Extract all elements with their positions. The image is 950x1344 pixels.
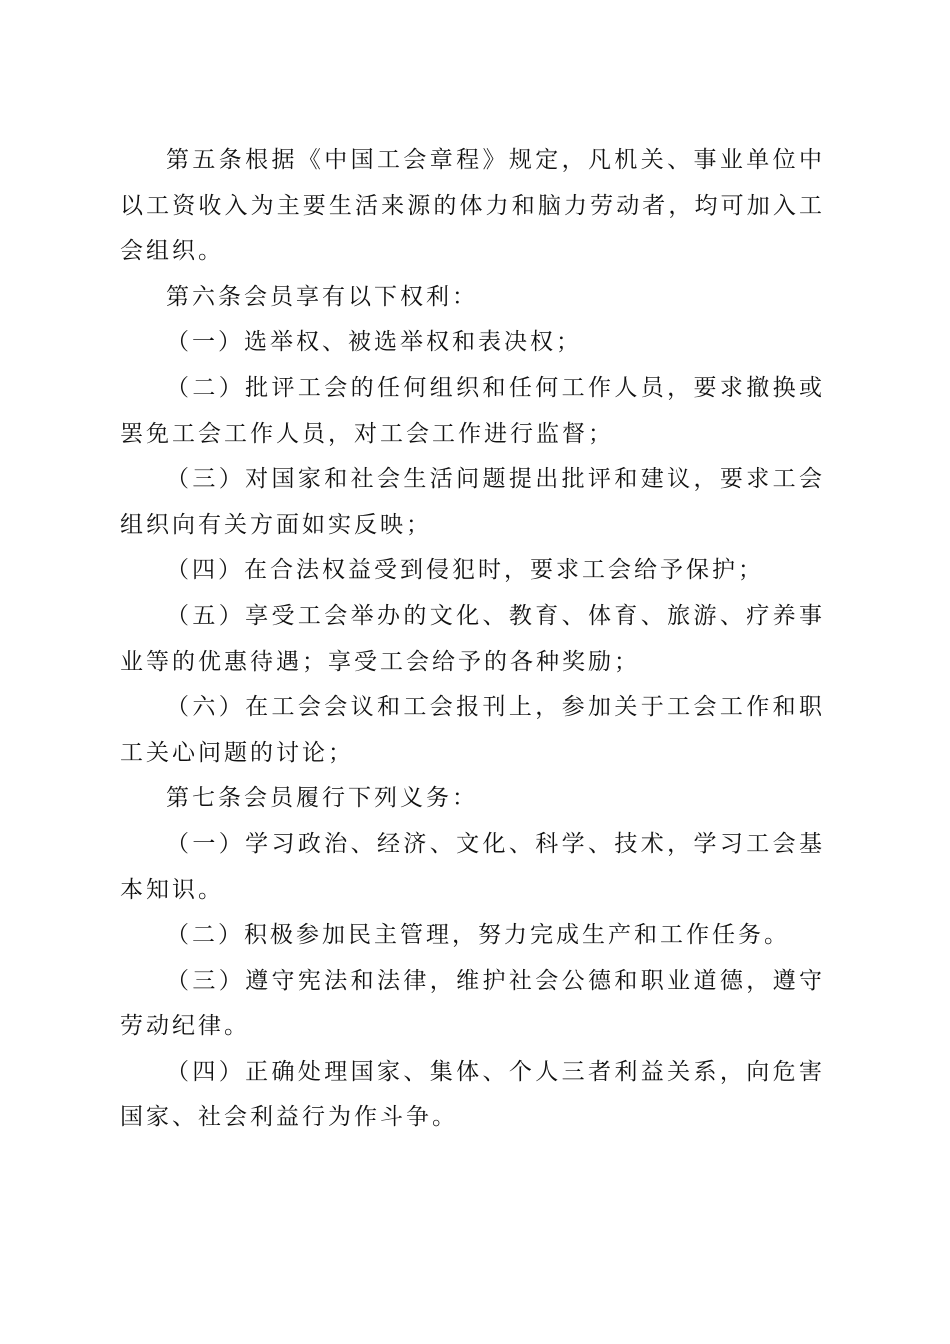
article-6-heading: 第六条会员享有以下权利： bbox=[166, 283, 478, 310]
article-6-item-1: （一）选举权、被选举权和表决权； bbox=[166, 329, 582, 356]
article-6-item-6: （六）在工会会议和工会报刊上，参加关于工会工作和职工关心问题的讨论； bbox=[120, 694, 825, 766]
article-6-item-5: （五）享受工会举办的文化、教育、体育、旅游、疗养事业等的优惠待遇；享受工会给予的各种奖励； bbox=[120, 602, 825, 675]
article-7-item-1: （一）学习政治、经济、文化、科学、技术，学习工会基本知识。 bbox=[120, 830, 825, 903]
article-5-paragraph: 第五条根据《中国工会章程》规定，凡机关、事业单位中以工资收入为主要生活来源的体力和脑力劳动者，均可加入工会组织。 bbox=[120, 147, 825, 265]
article-6-item-4: （四）在合法权益受到侵犯时，要求工会给予保护； bbox=[166, 557, 764, 584]
article-7-item-4: （四）正确处理国家、集体、个人三者利益关系，向危害国家、社会利益行为作斗争。 bbox=[120, 1058, 825, 1131]
article-6-item-3: （三）对国家和社会生活问题提出批评和建议，要求工会组织向有关方面如实反映； bbox=[120, 466, 825, 538]
article-7-item-2: （二）积极参加民主管理，努力完成生产和工作任务。 bbox=[166, 922, 790, 949]
document-body bbox=[120, 138, 825, 1141]
article-6-item-2: （二）批评工会的任何组织和任何工作人员，要求撤换或罢免工会工作人员，对工会工作进行监督； bbox=[120, 374, 825, 447]
article-7-heading: 第七条会员履行下列义务： bbox=[166, 785, 478, 812]
article-7-item-3: （三）遵守宪法和法律，维护社会公德和职业道德，遵守劳动纪律。 bbox=[120, 967, 825, 1040]
